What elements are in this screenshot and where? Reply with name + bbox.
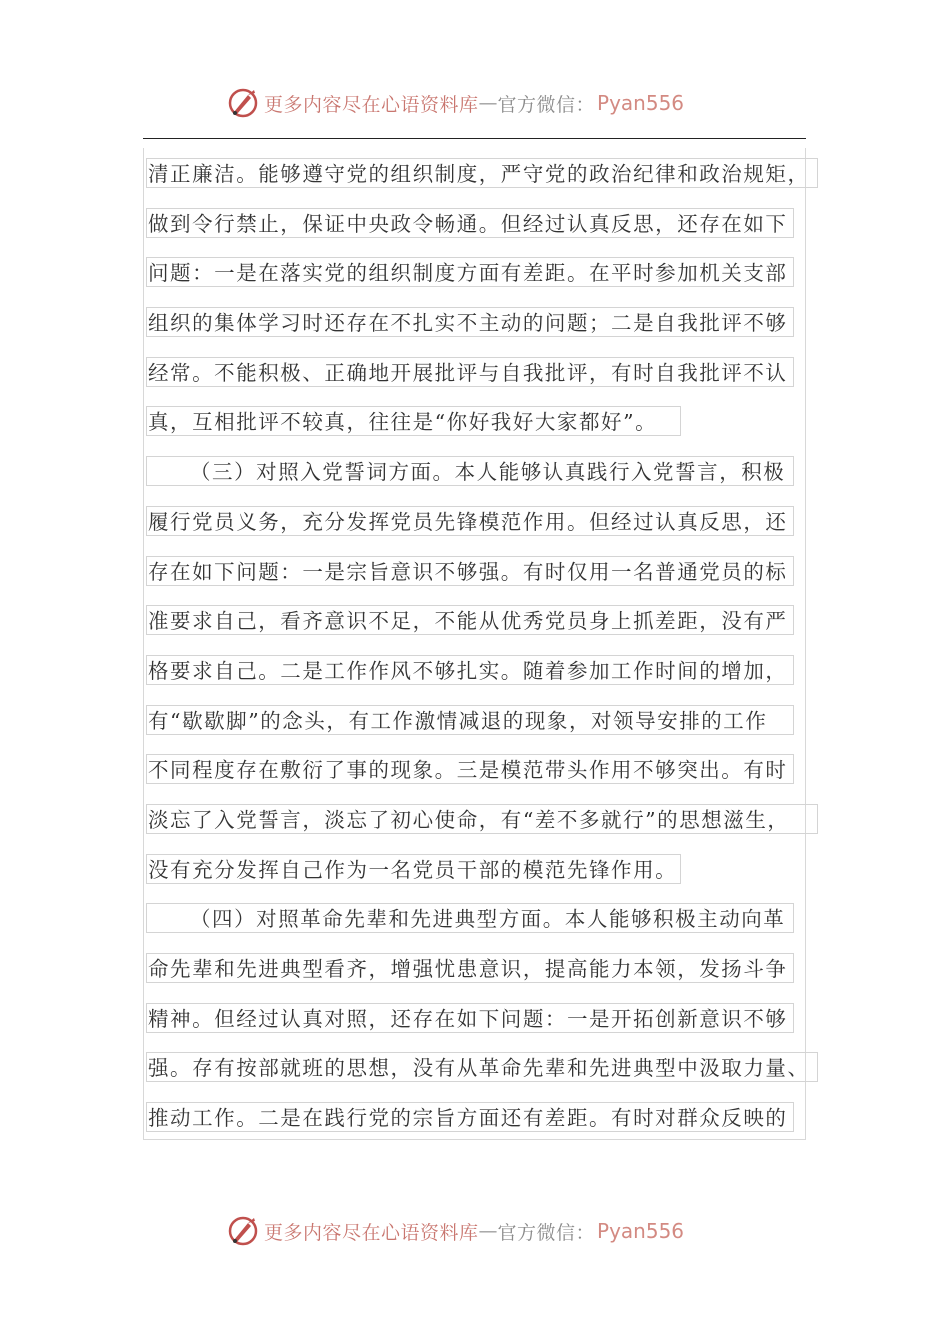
- text-line: 格要求自己。二是工作作风不够扎实。随着参加工作时间的增加，: [146, 650, 818, 700]
- paragraph-start-line: （四）对照革命先辈和先进典型方面。本人能够积极主动向革: [146, 898, 818, 948]
- banner-wechat-label: 官方微信：: [497, 1221, 596, 1244]
- banner-content: [226, 86, 684, 120]
- footer-banner: [0, 1210, 950, 1250]
- text-line: 经常。不能积极、正确地开展批评与自我批评，有时自我批评不认: [146, 352, 818, 402]
- banner-wechat-label: 官方微信：: [497, 93, 596, 116]
- text-line: 存在如下问题：一是宗旨意识不够强。有时仅用一名普通党员的标: [146, 551, 818, 601]
- header-rule: [143, 138, 806, 139]
- paragraph-start-line: （三）对照入党誓词方面。本人能够认真践行入党誓言，积极: [146, 451, 818, 501]
- text-line: 有“歇歇脚”的念头，有工作激情减退的现象，对领导安排的工作: [146, 700, 818, 750]
- text-line: 清正廉洁。能够遵守党的组织制度，严守党的政治纪律和政治规矩，: [146, 153, 818, 203]
- document-body: [146, 153, 818, 1147]
- quill-logo-icon: [226, 86, 260, 120]
- banner-title: 更多内容尽在心语资料库: [264, 93, 479, 116]
- text-line: 问题：一是在落实党的组织制度方面有差距。在平时参加机关支部: [146, 252, 818, 302]
- text-line: 强。存有按部就班的思想，没有从革命先辈和先进典型中汲取力量、: [146, 1047, 818, 1097]
- text-line: 履行党员义务，充分发挥党员先锋模范作用。但经过认真反思，还: [146, 501, 818, 551]
- banner-wechat-id: Pyan556: [597, 91, 685, 115]
- text-line: 精神。但经过认真对照，还存在如下问题：一是开拓创新意识不够: [146, 998, 818, 1048]
- header-banner: [0, 82, 950, 122]
- banner-wechat-id: Pyan556: [597, 1219, 685, 1243]
- text-line: 推动工作。二是在践行党的宗旨方面还有差距。有时对群众反映的: [146, 1097, 818, 1147]
- text-line: 命先辈和先进典型看齐，增强忧患意识，提高能力本领，发扬斗争: [146, 948, 818, 998]
- text-line: 组织的集体学习时还存在不扎实不主动的问题；二是自我批评不够: [146, 302, 818, 352]
- quill-logo-icon: [226, 1214, 260, 1248]
- banner-dash: —: [478, 92, 498, 114]
- banner-content: [226, 1214, 684, 1248]
- banner-title: 更多内容尽在心语资料库: [264, 1221, 479, 1244]
- text-line: 不同程度存在敷衍了事的现象。三是模范带头作用不够突出。有时: [146, 749, 818, 799]
- banner-dash: —: [478, 1220, 498, 1242]
- text-line: 做到令行禁止，保证中央政令畅通。但经过认真反思，还存在如下: [146, 203, 818, 253]
- text-line: 没有充分发挥自己作为一名党员干部的模范先锋作用。: [146, 849, 818, 899]
- text-line: 淡忘了入党誓言，淡忘了初心使命，有“差不多就行”的思想滋生，: [146, 799, 818, 849]
- text-line: 真，互相批评不较真，往往是“你好我好大家都好”。: [146, 401, 818, 451]
- text-line: 准要求自己，看齐意识不足，不能从优秀党员身上抓差距，没有严: [146, 600, 818, 650]
